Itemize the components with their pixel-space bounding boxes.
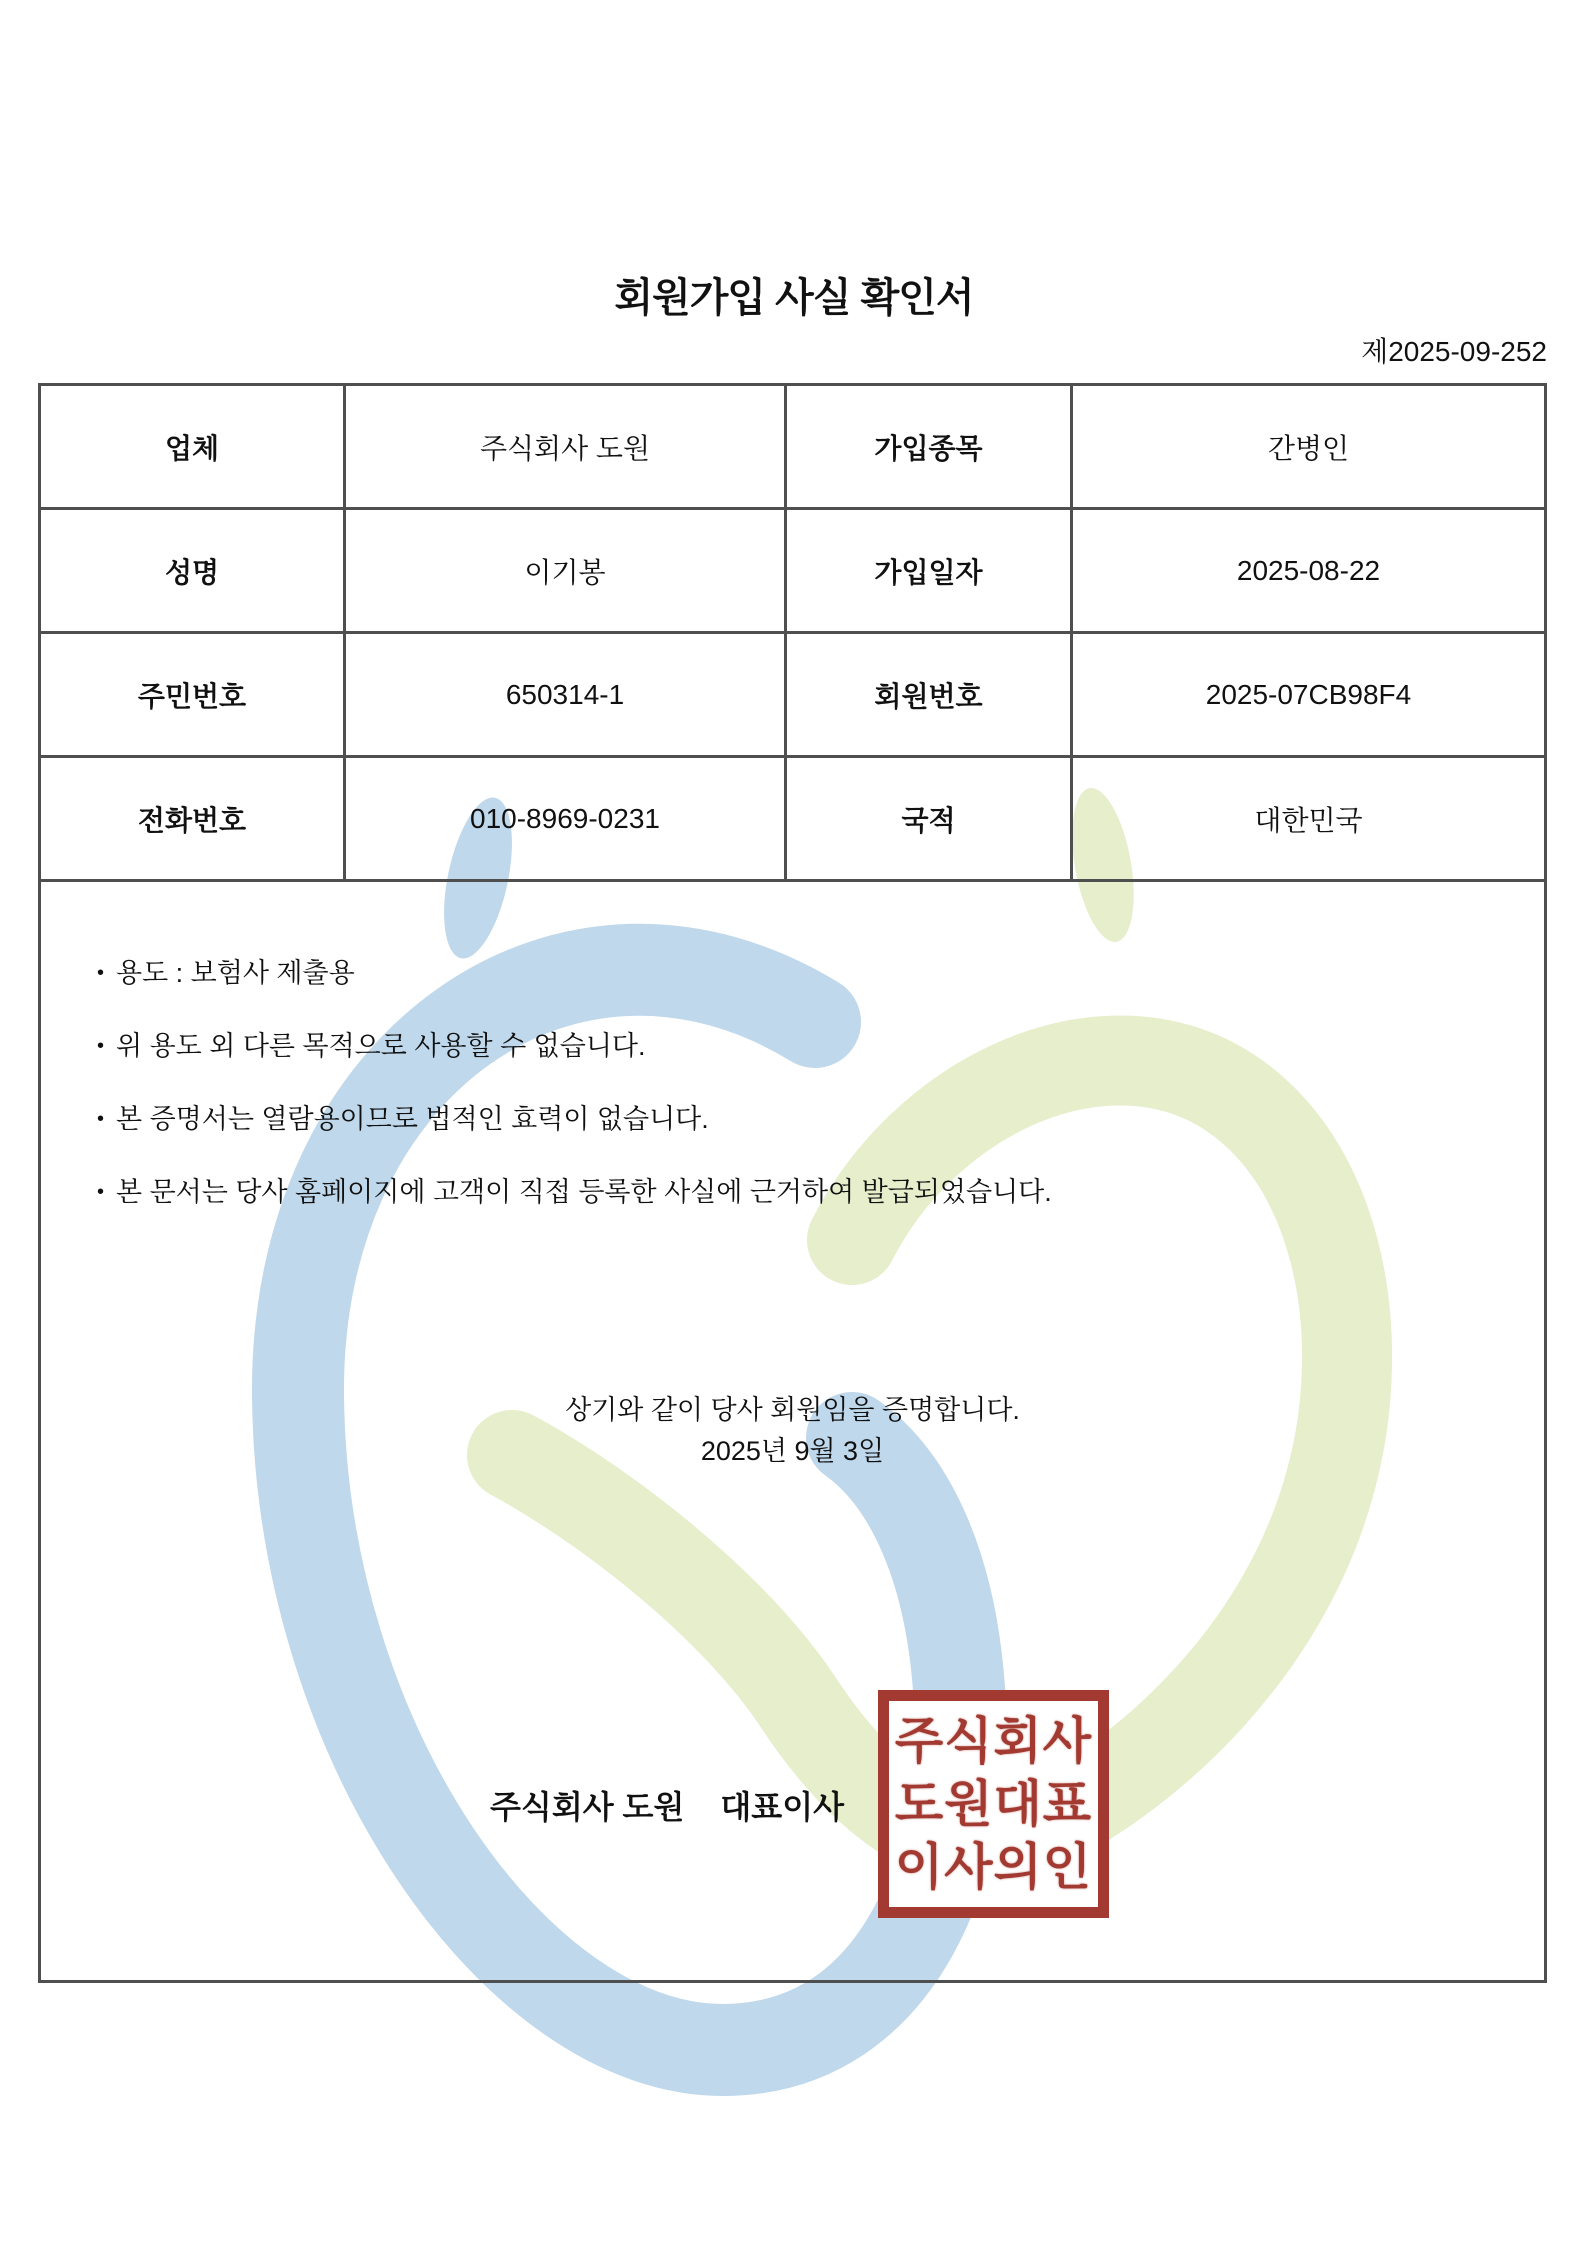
note-item-legal-effect [97, 1104, 1052, 1134]
signature-company-name: 주식회사 도원 [490, 1789, 685, 1825]
table-value-phone: 010-8969-0231 [346, 758, 787, 882]
bullet-icon: • [97, 1035, 105, 1057]
statement-date: 2025년 9월 3일 [700, 1436, 885, 1466]
statement-line: 상기와 같이 당사 회원임을 증명합니다. [565, 1395, 1020, 1425]
seal-text-row: 도원대표 [894, 1775, 1093, 1832]
corporate-seal-stamp [878, 1690, 1109, 1918]
note-item-purpose [97, 958, 1052, 988]
member-info-table [41, 386, 1544, 882]
certificate-body-box [38, 383, 1547, 1983]
signature-line [490, 1782, 844, 1828]
bullet-icon: • [97, 962, 105, 984]
document-number: 제2025-09-252 [1361, 336, 1547, 367]
table-label-company: 업체 [41, 386, 346, 510]
table-value-name: 이기봉 [346, 510, 787, 634]
table-label-join-category: 가입종목 [787, 386, 1073, 510]
table-label-name: 성명 [41, 510, 346, 634]
table-value-resident-id: 650314-1 [346, 634, 787, 758]
note-text: 본 문서는 당사 홈페이지에 고객이 직접 등록한 사실에 근거하여 발급되었습니다. [116, 1177, 1052, 1207]
note-item-usage-restriction [97, 1031, 1052, 1061]
table-label-resident-id: 주민번호 [41, 634, 346, 758]
certification-statement [41, 1390, 1544, 1472]
table-value-nationality: 대한민국 [1073, 758, 1544, 882]
page-title: 회원가입 사실 확인서 [614, 276, 974, 320]
note-text: 본 증명서는 열람용이므로 법적인 효력이 없습니다. [116, 1104, 709, 1134]
table-value-join-category: 간병인 [1073, 386, 1544, 510]
notes-list [97, 958, 1052, 1250]
seal-text-row: 주식회사 [894, 1712, 1093, 1769]
note-text: 용도 : 보험사 제출용 [116, 958, 355, 988]
note-text: 위 용도 외 다른 목적으로 사용할 수 없습니다. [116, 1031, 646, 1061]
table-label-phone: 전화번호 [41, 758, 346, 882]
table-label-join-date: 가입일자 [787, 510, 1073, 634]
bullet-icon: • [97, 1108, 105, 1130]
seal-text-row: 이사의인 [894, 1838, 1093, 1895]
bullet-icon: • [97, 1181, 105, 1203]
note-item-issuance-basis [97, 1177, 1052, 1207]
table-value-company: 주식회사 도원 [346, 386, 787, 510]
table-label-member-id: 회원번호 [787, 634, 1073, 758]
signature-role: 대표이사 [720, 1789, 845, 1825]
table-value-join-date: 2025-08-22 [1073, 510, 1544, 634]
table-value-member-id: 2025-07CB98F4 [1073, 634, 1544, 758]
table-label-nationality: 국적 [787, 758, 1073, 882]
